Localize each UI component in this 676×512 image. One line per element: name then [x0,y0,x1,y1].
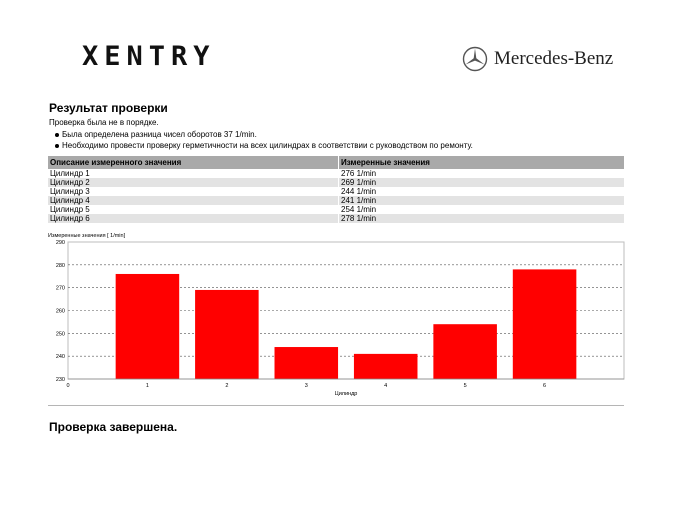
cell-description: Цилиндр 5 [50,205,90,214]
results-table [48,156,624,223]
mercedes-benz-logo [462,45,613,73]
bar [433,324,497,379]
y-tick-label: 290 [55,240,65,246]
bar [116,274,180,379]
column-header-values: Измеренные значения [339,156,625,169]
table-row [48,196,624,205]
bar [195,290,259,379]
x-tick-label: 2 [225,383,229,389]
cell-description: Цилиндр 6 [48,214,339,223]
bullet-icon [55,144,59,148]
table-row [48,187,624,196]
list-item: Была определена разница чисел оборотов 37 1/min. [55,129,473,140]
table-row [48,205,624,214]
brand-name: Mercedes-Benz [494,48,614,69]
table-header-row [48,156,624,169]
y-tick-label: 240 [55,354,65,361]
cell-value: 278 1/min [339,214,625,223]
x-tick-label: 5 [463,383,467,389]
x-tick-label: 4 [384,383,388,389]
y-axis-label: Измеренные значения [ 1/min] [48,233,126,239]
y-tick-label: 250 [55,331,65,338]
cell-value: 241 1/min [339,196,625,205]
x-tick-label: 1 [145,383,149,389]
y-tick-label: 270 [55,285,65,292]
x-tick-label: 6 [543,383,547,389]
column-header-description: Описание измеренного значения [48,156,339,169]
cell-description: Цилиндр 1 [50,169,90,178]
bullet-icon [55,133,59,137]
table-row [48,169,624,178]
xentry-logo: XENTRY [82,41,216,72]
page-title: Результат проверки [49,101,168,115]
table-row [48,214,624,223]
cell-description: Цилиндр 4 [48,196,339,205]
mercedes-star-icon [462,46,488,72]
bar [275,347,339,379]
cell-value: 244 1/min [339,187,625,196]
list-item: Необходимо провести проверку герметичности на всех цилиндрах в соответствии с руководством по ремонту. [55,140,473,151]
completion-message: Проверка завершена. [49,420,178,434]
cylinder-rpm-chart [48,230,626,400]
bar [513,269,577,379]
x-origin-label: 0 [66,383,70,389]
cell-value: 269 1/min [339,178,625,187]
cell-value: 276 1/min [339,169,625,178]
table-row [48,178,624,187]
cell-description: Цилиндр 3 [50,187,90,196]
cell-value: 254 1/min [339,205,625,214]
y-tick-label: 260 [55,308,65,315]
x-axis-label: Цилиндр [334,391,358,397]
message-list [55,129,473,151]
cell-description: Цилиндр 2 [48,178,339,187]
x-tick-label: 3 [304,383,308,389]
divider [48,405,624,406]
y-tick-label: 280 [55,262,65,269]
y-tick-label: 230 [55,377,65,383]
status-text: Проверка была не в порядке. [49,118,159,127]
bar [354,354,418,379]
